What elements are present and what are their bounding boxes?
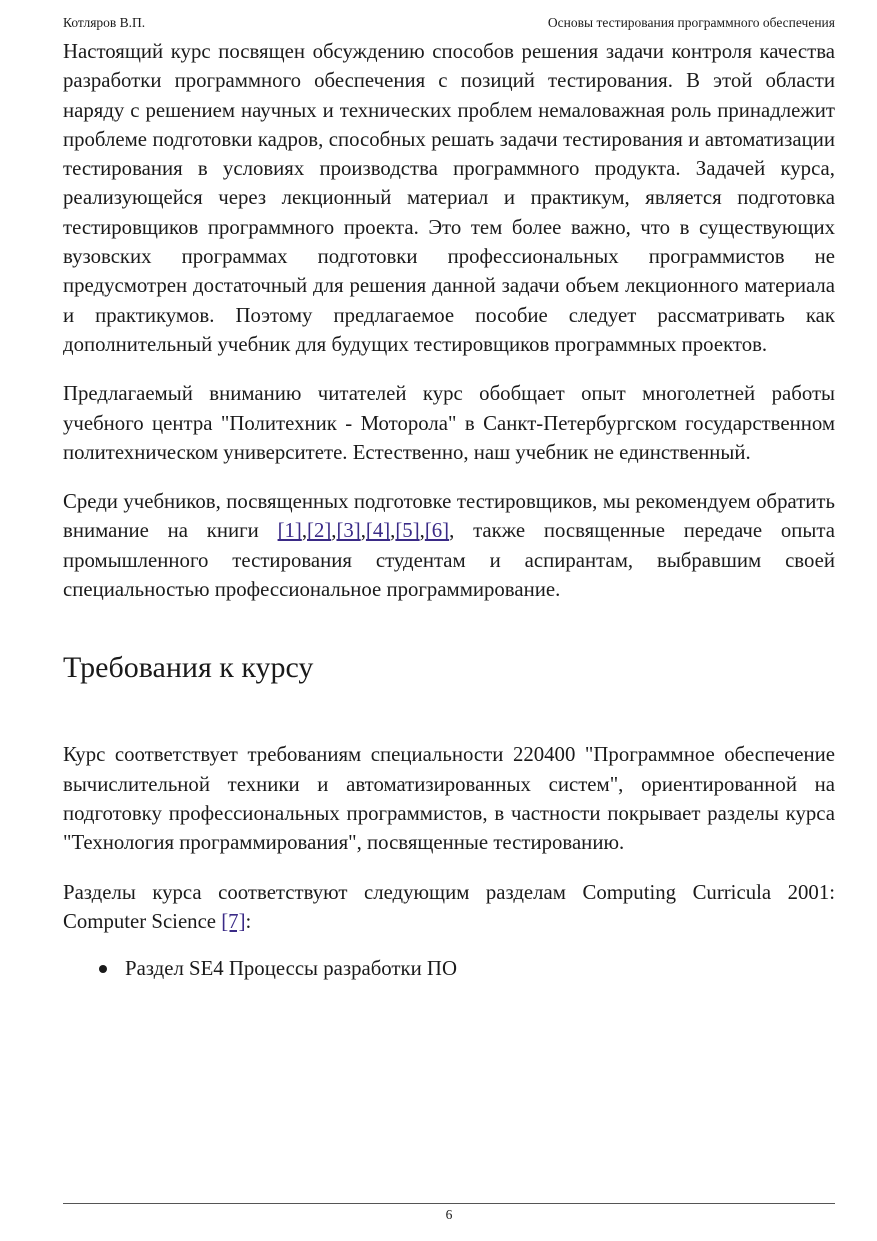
reference-link-5[interactable]: [5] bbox=[395, 519, 420, 543]
bullet-icon bbox=[99, 965, 107, 973]
ref-separator: , bbox=[390, 519, 396, 543]
reference-link-4[interactable]: [4] bbox=[365, 519, 391, 543]
paragraph-text: : bbox=[245, 909, 252, 933]
paragraph-text: Среди учебников, посвященных подготовке тестировщиков, мы рекомендуем обратить внимание на книги bbox=[63, 490, 835, 543]
footer-divider bbox=[63, 1203, 835, 1204]
list-item bbox=[63, 954, 835, 983]
reference-link-2[interactable]: [2] bbox=[307, 519, 332, 543]
paragraph-requirements: Курс соответствует требованиям специальности 220400 "Программное обеспечение вычислительной техники и автоматизированных систем", ориентированной на подготовку профессиональных программистов, в частности покрывает разделы курса "Технология программирования", посвященные тестированию. bbox=[63, 743, 835, 855]
reference-link-6[interactable]: [6] bbox=[424, 519, 450, 543]
running-header bbox=[63, 15, 835, 31]
header-title: Основы тестирования программного обеспечения bbox=[547, 15, 835, 30]
reference-link-3[interactable]: [3] bbox=[336, 519, 361, 543]
reference-link-1[interactable]: [1] bbox=[277, 519, 302, 543]
paragraph-textbooks bbox=[63, 487, 835, 604]
paragraph-text: , также посвященные передаче опыта промышленного тестирования студентам и аспирантам, выбравшим своей специальностью профессиональное программирование. bbox=[63, 519, 835, 602]
ref-separator: , bbox=[301, 519, 308, 543]
page-content bbox=[63, 37, 835, 983]
paragraph-experience: Предлагаемый вниманию читателей курс обобщает опыт многолетней работы учебного центра "Политехник - Моторола" в Санкт-Петербургском государственном политехническом университете. Естественно, наш учебник не единственный. bbox=[63, 382, 835, 464]
paragraph-intro: Настоящий курс посвящен обсуждению способов решения задачи контроля качества разработки программного обеспечения с позиций тестирования. В этой области наряду с решением научных и технических проблем немаловажная роль принадлежит проблеме подготовки кадров, способных решать задачи тестирования и автоматизации тестирования в условиях производства программного продукта. Задачей курса, реализующейся через лекционный материал и практикум, является подготовка тестировщиков программного проекта. Это тем более важно, что в существующих вузовских программах подготовки профессиональных программистов не предусмотрен достаточный для решения данной задачи объем лекционного материала и практикумов. Поэтому предлагаемое пособие следует рассматривать как дополнительный учебник для будущих тестировщиков программных проектов. bbox=[63, 40, 835, 356]
bullet-list bbox=[63, 954, 835, 983]
ref-separator: , bbox=[360, 519, 366, 543]
reference-link-7[interactable]: [7] bbox=[221, 909, 246, 933]
ref-separator: , bbox=[419, 519, 425, 543]
paragraph-text: Разделы курса соответствуют следующим разделам Computing Curricula 2001: Computer Science bbox=[63, 880, 835, 933]
ref-separator: , bbox=[331, 519, 337, 543]
paragraph-curricula bbox=[63, 878, 835, 937]
header-author: Котляров В.П. bbox=[63, 15, 146, 30]
page-number: 6 bbox=[445, 1207, 453, 1222]
list-item-label: Раздел SE4 Процессы разработки ПО bbox=[125, 957, 457, 981]
section-heading: Требования к курсу bbox=[63, 651, 314, 685]
